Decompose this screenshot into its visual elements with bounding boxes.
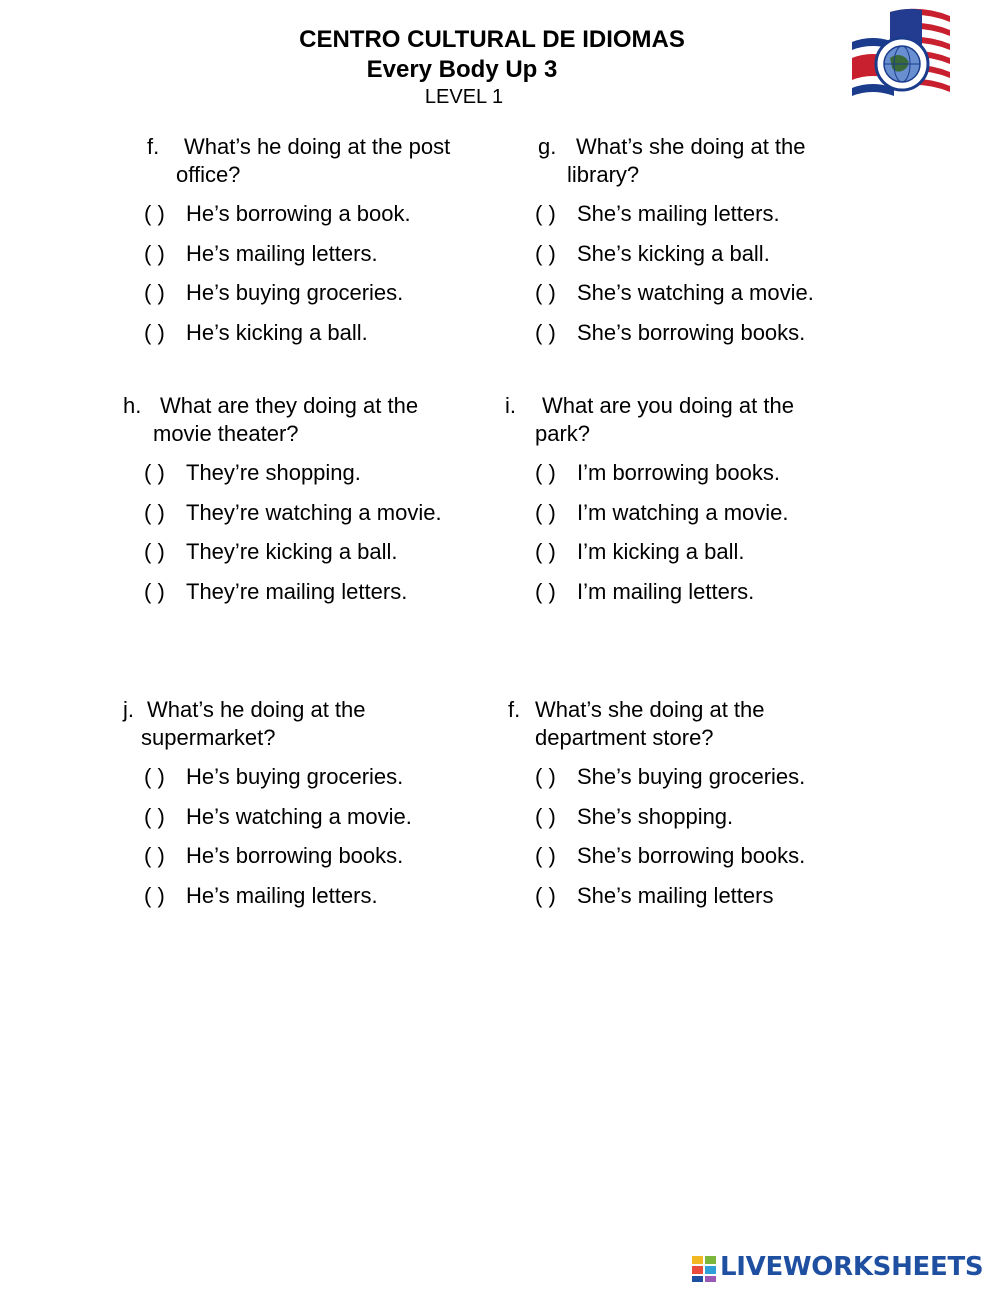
answer-option[interactable] [144, 804, 412, 830]
checkbox-parentheses[interactable]: ( ) [535, 883, 556, 908]
answer-option[interactable] [144, 579, 407, 605]
checkbox-parentheses[interactable]: ( ) [144, 241, 165, 266]
question-label: f. [508, 697, 521, 722]
answer-option-text: She’s kicking a ball. [577, 241, 770, 266]
question-text-continued: supermarket? [141, 725, 276, 750]
question-text-continued: department store? [535, 725, 714, 750]
checkbox-parentheses[interactable]: ( ) [535, 460, 556, 485]
answer-option-text: He’s mailing letters. [186, 241, 378, 266]
question-text: What’s she doing at the [576, 134, 806, 159]
question-text: What are you doing at the [542, 393, 794, 418]
answer-option-text: She’s buying groceries. [577, 764, 806, 789]
question-label: h. [123, 393, 142, 418]
answer-option[interactable] [535, 460, 780, 486]
answer-option-text: She’s mailing letters [577, 883, 774, 908]
answer-option[interactable] [535, 764, 805, 790]
answer-option[interactable] [535, 539, 745, 565]
answer-option[interactable] [535, 883, 773, 909]
answer-option[interactable] [144, 500, 442, 526]
answer-option-text: I’m watching a movie. [577, 500, 789, 525]
question-label: g. [538, 134, 557, 159]
answer-option-text: He’s buying groceries. [186, 280, 404, 305]
answer-option-text: He’s watching a movie. [186, 804, 412, 829]
answer-option[interactable] [144, 320, 368, 346]
answer-option-text: I’m kicking a ball. [577, 539, 745, 564]
question-text: What’s she doing at the [535, 697, 765, 722]
checkbox-parentheses[interactable]: ( ) [144, 201, 165, 226]
liveworksheets-logo-icon [692, 1254, 718, 1284]
answer-option-text: He’s buying groceries. [186, 764, 404, 789]
answer-option-text: They’re mailing letters. [186, 579, 408, 604]
answer-option-text: She’s watching a movie. [577, 280, 814, 305]
checkbox-parentheses[interactable]: ( ) [535, 539, 556, 564]
answer-option[interactable] [144, 241, 378, 267]
checkbox-parentheses[interactable]: ( ) [144, 280, 165, 305]
answer-option[interactable] [535, 500, 789, 526]
checkbox-parentheses[interactable]: ( ) [144, 579, 165, 604]
answer-option-text: She’s borrowing books. [577, 320, 806, 345]
flags-globe-logo-icon [850, 6, 954, 106]
checkbox-parentheses[interactable]: ( ) [144, 539, 165, 564]
checkbox-parentheses[interactable]: ( ) [144, 320, 165, 345]
answer-option[interactable] [144, 843, 403, 869]
checkbox-parentheses[interactable]: ( ) [535, 500, 556, 525]
checkbox-parentheses[interactable]: ( ) [144, 764, 165, 789]
question-text-continued: park? [535, 421, 591, 446]
answer-option[interactable] [535, 579, 754, 605]
answer-option[interactable] [535, 201, 780, 227]
answer-option-text: He’s borrowing a book. [186, 201, 411, 226]
checkbox-parentheses[interactable]: ( ) [535, 320, 556, 345]
level-label: LEVEL 1 [424, 86, 504, 108]
answer-option-text: She’s shopping. [577, 804, 734, 829]
answer-option[interactable] [144, 201, 411, 227]
checkbox-parentheses[interactable]: ( ) [535, 764, 556, 789]
question-text: What are they doing at the [160, 393, 419, 418]
checkbox-parentheses[interactable]: ( ) [535, 843, 556, 868]
answer-option[interactable] [144, 280, 403, 306]
answer-option-text: He’s borrowing books. [186, 843, 404, 868]
checkbox-parentheses[interactable]: ( ) [535, 280, 556, 305]
question-text-continued: library? [567, 162, 640, 187]
answer-option[interactable] [535, 280, 814, 306]
question-label: j. [123, 697, 134, 722]
answer-option[interactable] [535, 320, 805, 346]
answer-option[interactable] [144, 883, 378, 909]
question-text: What’s he doing at the [147, 697, 366, 722]
answer-option-text: He’s mailing letters. [186, 883, 378, 908]
checkbox-parentheses[interactable]: ( ) [535, 804, 556, 829]
checkbox-parentheses[interactable]: ( ) [535, 579, 556, 604]
question-text-continued: office? [176, 162, 241, 187]
answer-option[interactable] [535, 843, 805, 869]
question-label: i. [505, 393, 516, 418]
answer-option-text: She’s mailing letters. [577, 201, 780, 226]
answer-option[interactable] [535, 241, 770, 267]
answer-option[interactable] [535, 804, 733, 830]
answer-option[interactable] [144, 764, 403, 790]
answer-option-text: They’re watching a movie. [186, 500, 442, 525]
checkbox-parentheses[interactable]: ( ) [535, 201, 556, 226]
answer-option-text: I’m mailing letters. [577, 579, 755, 604]
answer-option-text: I’m borrowing books. [577, 460, 780, 485]
question-text-continued: movie theater? [153, 421, 299, 446]
question-label: f. [147, 134, 160, 159]
answer-option[interactable] [144, 460, 361, 486]
page-title: CENTRO CULTURAL DE IDIOMAS [299, 26, 685, 53]
answer-option[interactable] [144, 539, 398, 565]
checkbox-parentheses[interactable]: ( ) [144, 883, 165, 908]
checkbox-parentheses[interactable]: ( ) [144, 500, 165, 525]
page-subtitle: Every Body Up 3 [366, 56, 558, 83]
answer-option-text: They’re shopping. [186, 460, 361, 485]
checkbox-parentheses[interactable]: ( ) [144, 804, 165, 829]
answer-option-text: She’s borrowing books. [577, 843, 806, 868]
answer-option-text: They’re kicking a ball. [186, 539, 398, 564]
question-text: What’s he doing at the post [184, 134, 451, 159]
answer-option-text: He’s kicking a ball. [186, 320, 368, 345]
liveworksheets-brand: LIVEWORKSHEETS [720, 1252, 984, 1282]
checkbox-parentheses[interactable]: ( ) [144, 843, 165, 868]
checkbox-parentheses[interactable]: ( ) [144, 460, 165, 485]
checkbox-parentheses[interactable]: ( ) [535, 241, 556, 266]
